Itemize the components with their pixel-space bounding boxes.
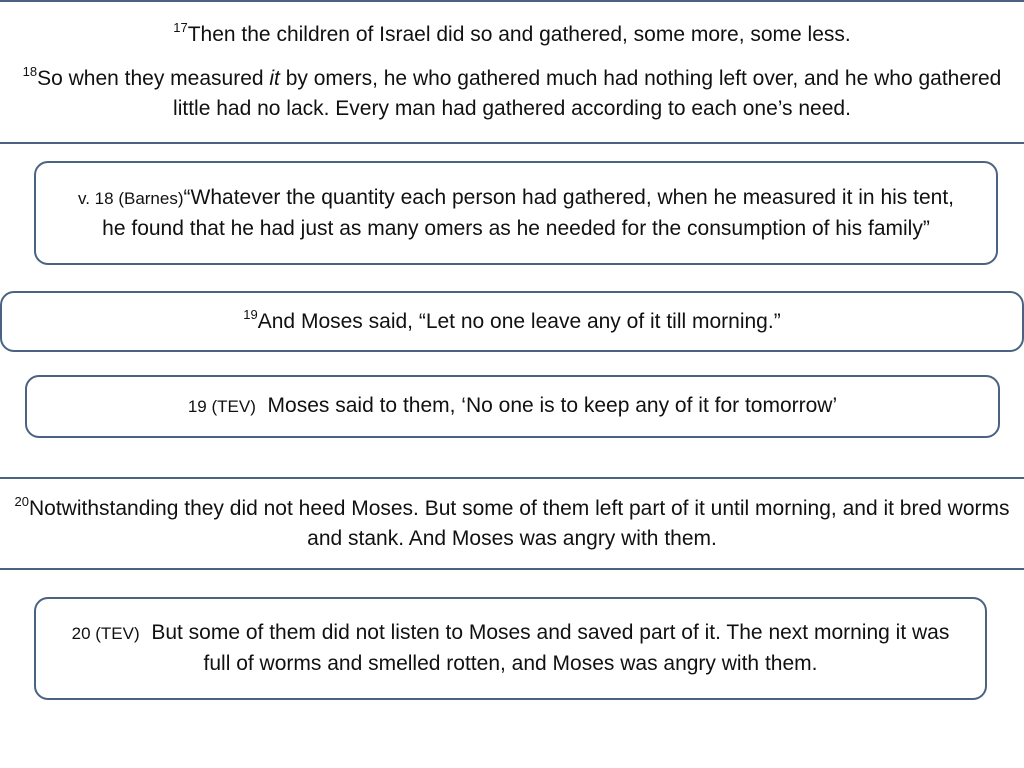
verses-17-18-box <box>0 0 1024 144</box>
verse-18-text-italic: it <box>269 67 280 90</box>
barnes-text: “Whatever the quantity each person had gathered, when he measured it in his tent, he found that he had just as many omers as he needed for the consumption of his family” <box>102 185 954 240</box>
verse-17-number: 17 <box>173 20 188 35</box>
barnes-commentary-box <box>34 161 998 265</box>
verse-18-text-post: by omers, he who gathered much had nothing left over, and he who gathered little had no lack. Every man had gathered according to each one’s need. <box>173 67 1002 120</box>
verse-19 <box>243 307 780 337</box>
verse-17-text: Then the children of Israel did so and gathered, some more, some less. <box>187 23 851 46</box>
verse-19-tev <box>188 391 837 422</box>
verse-20-tev-box <box>34 597 987 700</box>
verse-20-tev <box>56 618 965 679</box>
verse-18-text-pre: So when they measured <box>37 67 270 90</box>
verse-18-number: 18 <box>22 64 38 79</box>
verse-20-tev-reference: 20 (TEV) <box>71 624 140 643</box>
verse-19-number: 19 <box>243 306 258 322</box>
verse-17 <box>173 20 851 50</box>
verse-19-tev-text: Moses said to them, ‘No one is to keep any of it for tomorrow’ <box>267 394 838 417</box>
verse-20 <box>10 494 1014 554</box>
barnes-commentary <box>64 183 968 244</box>
verse-20-box <box>0 477 1024 570</box>
verse-19-tev-box <box>25 375 1000 438</box>
verse-20-text: Notwithstanding they did not heed Moses. But some of them left part of it until morning, and it bred worms and stank. And Moses was angry with them. <box>28 496 1010 550</box>
verse-18 <box>10 64 1014 124</box>
verse-20-tev-text: But some of them did not listen to Moses and saved part of it. The next morning it was full of worms and smelled rotten, and Moses was angry with them. <box>151 621 950 675</box>
verse-19-text: And Moses said, “Let no one leave any of it till morning.” <box>257 309 781 333</box>
barnes-reference: v. 18 (Barnes) <box>78 188 184 208</box>
verse-19-tev-reference: 19 (TEV) <box>187 397 256 416</box>
verse-19-box <box>0 291 1024 352</box>
verse-20-number: 20 <box>14 493 29 509</box>
